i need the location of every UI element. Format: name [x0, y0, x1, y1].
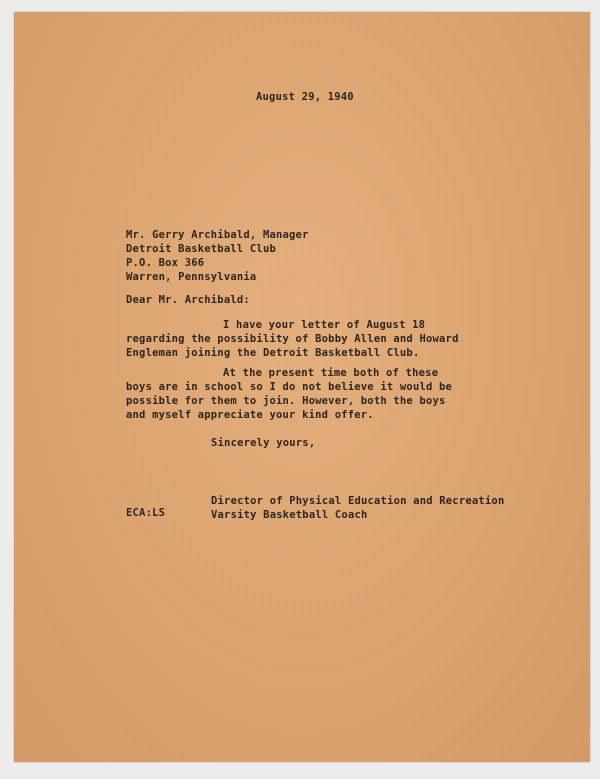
salutation: Dear Mr. Archibald: — [126, 294, 250, 306]
paragraph-two-line: and myself appreciate your kind offer. — [126, 409, 374, 421]
closing: Sincerely yours, — [211, 437, 316, 449]
paragraph-two-line: boys are in school so I do not believe it would be — [126, 381, 453, 393]
recipient-address — [126, 228, 309, 284]
reference-initials: ECA:LS — [126, 507, 166, 519]
signature-title-line: Director of Physical Education and Recreation — [211, 495, 505, 507]
paragraph-one-line: Engleman joining the Detroit Basketball Club. — [126, 347, 420, 359]
recipient-city-line: Warren, Pennsylvania — [126, 271, 257, 283]
letter-date: August 29, 1940 — [256, 91, 354, 103]
paragraph-two-line: At the present time both of these — [223, 367, 439, 379]
signature-title — [211, 494, 504, 522]
paragraph-one-line: I have your letter of August 18 — [223, 319, 426, 331]
recipient-box-line: P.O. Box 366 — [126, 257, 205, 269]
paragraph-two-line: possible for them to join. However, both the boys — [126, 395, 446, 407]
recipient-organization-line: Detroit Basketball Club — [126, 243, 276, 255]
signature-title-line: Varsity Basketball Coach — [211, 509, 368, 521]
letter-page — [14, 12, 590, 762]
paragraph-one-line: regarding the possibility of Bobby Allen and Howard — [126, 333, 459, 345]
recipient-name-line: Mr. Gerry Archibald, Manager — [126, 229, 309, 241]
paragraph-two — [126, 366, 452, 422]
paragraph-one — [126, 318, 459, 360]
